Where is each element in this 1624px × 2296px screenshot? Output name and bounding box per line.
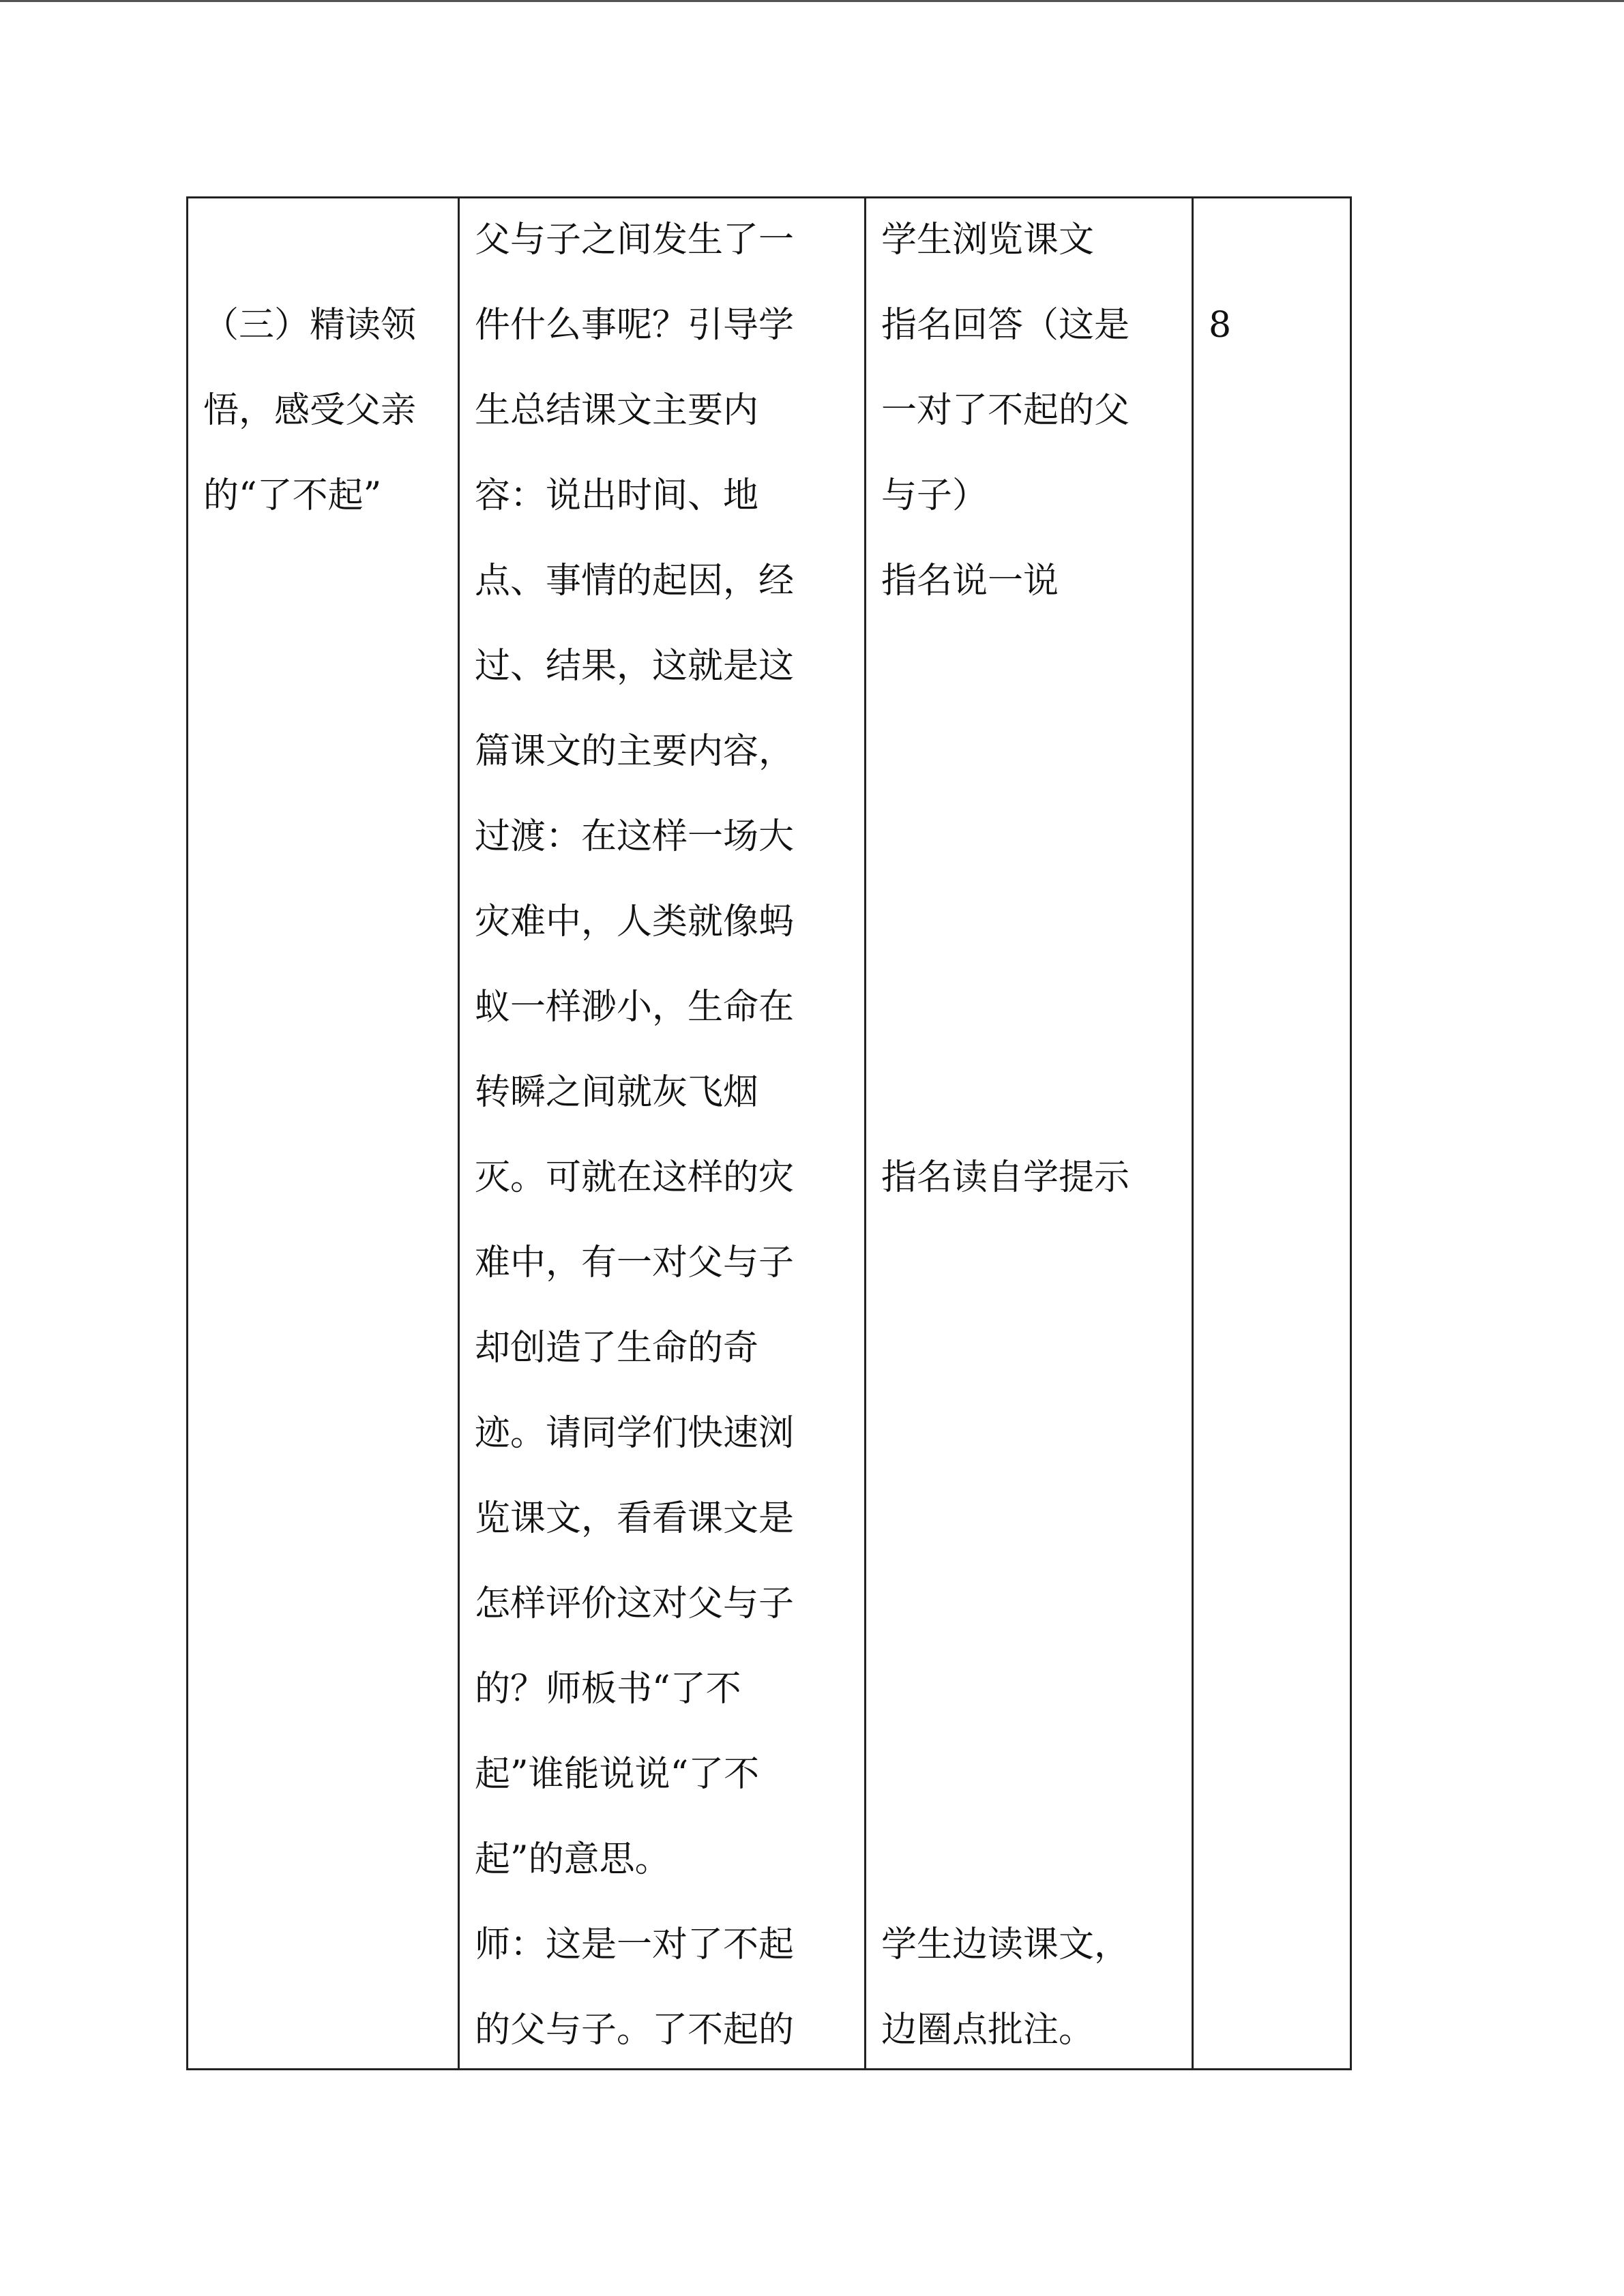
teacher-activity-line: 件什么事呢？引导学 [475,305,795,346]
teacher-activity-line: 难中，有一对父与子 [475,1242,795,1283]
section-title-line: （三）精读领 [203,305,417,346]
teacher-activity-line: 灾难中，人类就像蚂 [475,901,795,942]
student-activity-line: 学生浏览课文 [881,220,1095,260]
teacher-activity-line: 灭。可就在这样的灾 [475,1157,795,1198]
teacher-activity-line: 父与子之间发生了一 [475,220,795,260]
teacher-activity-line: 怎样评价这对父与子 [475,1583,795,1624]
teacher-activity-line: 生总结课文主要内 [475,390,759,431]
teacher-activity-line: 览课文，看看课文是 [475,1498,795,1539]
teacher-activity-line: 过、结果，这就是这 [475,646,795,687]
teacher-activity-line: 容：说出时间、地 [475,475,759,516]
section-cell [203,198,456,2068]
section-title-line: 悟，感受父亲 [203,390,417,431]
student-activity-line: 边圈点批注。 [881,2010,1095,2051]
student-activity-line: 指名说一说 [881,561,1059,601]
student-activity-line: 学生边读课文， [881,1924,1130,1965]
teacher-activity-cell [475,198,862,2068]
teacher-activity-line: 转瞬之间就灰飞烟 [475,1072,759,1113]
teacher-activity-line: 却创造了生命的奇 [475,1328,759,1369]
page-top-border [0,0,1624,2]
column-divider [1192,198,1194,2068]
student-activity-line: 指名读自学提示 [881,1157,1130,1198]
teacher-activity-line: 蚁一样渺小，生命在 [475,987,795,1028]
student-activity-line: 与子） [881,475,988,516]
teacher-activity-line: 迹。请同学们快速浏 [475,1413,795,1454]
teacher-activity-line: 的父与子。了不起的 [475,2010,795,2051]
teacher-activity-line: 的？师板书“了不 [475,1669,741,1710]
teacher-activity-line: 起”的意思。 [475,1839,670,1880]
time-minutes: 8 [1209,305,1232,346]
student-activity-line: 指名回答（这是 [881,305,1130,346]
teacher-activity-line: 过渡：在这样一场大 [475,816,795,857]
lesson-plan-table [186,196,1352,2070]
column-divider [864,198,866,2068]
section-title-line: 的“了不起” [203,475,382,516]
teacher-activity-line: 师：这是一对了不起 [475,1924,795,1965]
teacher-activity-line: 篇课文的主要内容， [475,731,795,772]
time-cell [1209,198,1345,2068]
student-activity-line: 一对了不起的父 [881,390,1130,431]
teacher-activity-line: 点、事情的起因，经 [475,561,795,601]
teacher-activity-line: 起”谁能说说“了不 [475,1754,760,1795]
column-divider [458,198,460,2068]
student-activity-cell [881,198,1190,2068]
